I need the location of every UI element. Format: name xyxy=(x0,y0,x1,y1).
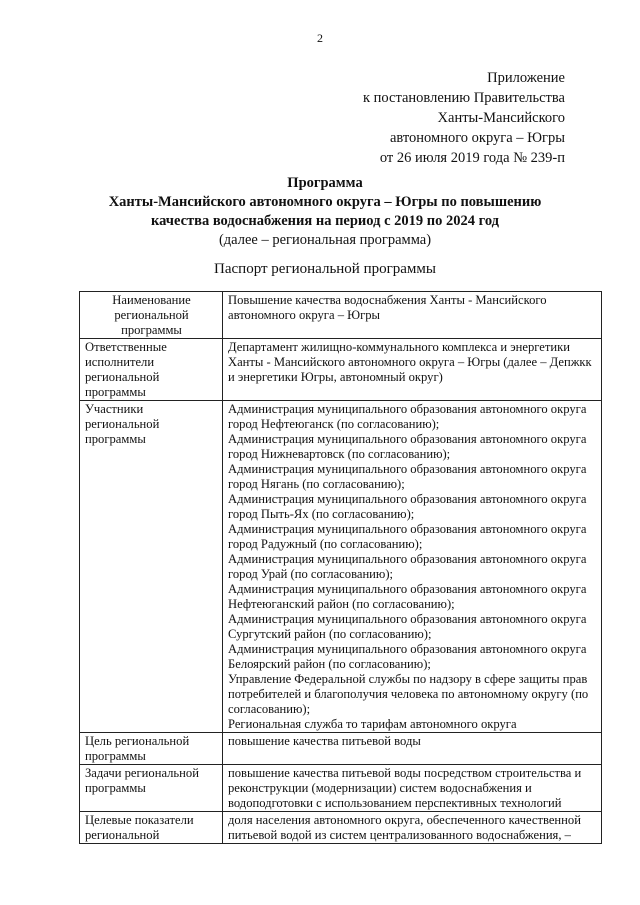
participant: Администрация муниципального образования автономного округа Белоярский район (по согласованию); xyxy=(228,642,587,671)
row-label: Ответственные исполнители региональной программы xyxy=(80,339,223,401)
row-label: Задачи региональной программы xyxy=(80,765,223,812)
participant: Администрация муниципального образования автономного округа город Нягань (по согласованию); xyxy=(228,462,587,491)
passport-table xyxy=(79,291,602,844)
participant: Администрация муниципального образования автономного округа город Радужный (по согласованию); xyxy=(228,522,587,551)
title-subline: (далее – региональная программа) xyxy=(218,232,432,248)
participant: Региональная служба то тарифам автономного округа xyxy=(228,717,517,731)
table-row xyxy=(80,292,602,339)
table-row xyxy=(80,765,602,812)
appendix-line: автономного округа – Югры xyxy=(389,130,565,146)
participant: Администрация муниципального образования автономного округа город Урай (по согласованию); xyxy=(228,552,587,581)
appendix-line: к постановлению Правительства xyxy=(363,90,565,106)
participant: Администрация муниципального образования автономного округа город Нефтеюганск (по согласованию); xyxy=(228,402,587,431)
row-label: Участники региональной программы xyxy=(80,401,223,733)
participant: Администрация муниципального образования автономного округа город Пыть-Ях (по согласованию); xyxy=(228,492,587,521)
title-line: качества водоснабжения на период с 2019 по 2024 год xyxy=(150,213,500,229)
participant: Управление Федеральной службы по надзору в сфере защиты прав потребителей и благополучия человека по автономному округу (по согласованию); xyxy=(228,672,589,716)
row-label: Наименование региональной программы xyxy=(80,292,223,339)
row-value: повышение качества питьевой воды посредством строительства и реконструкции (модернизации) систем водоснабжения и водоподготовки с использованием перспективных технологий xyxy=(223,765,602,812)
row-value: Повышение качества водоснабжения Ханты - Мансийского автономного округа – Югры xyxy=(223,292,602,339)
participant: Администрация муниципального образования автономного округа Нефтеюганский район (по согласованию); xyxy=(228,582,587,611)
title-line: Ханты-Мансийского автономного округа – Югры по повышению xyxy=(108,194,542,210)
row-label: Цель региональной программы xyxy=(80,733,223,765)
program-title xyxy=(60,174,590,250)
page-number: 2 xyxy=(317,31,323,45)
participant: Администрация муниципального образования автономного округа Сургутский район (по согласованию); xyxy=(228,612,587,641)
appendix-block xyxy=(363,68,565,168)
table-row xyxy=(80,401,602,733)
row-value: Департамент жилищно-коммунального комплекса и энергетики Ханты - Мансийского автономного округа – Югры (далее – Депжкк и энергетики Югры, автономный округ) xyxy=(223,339,602,401)
row-value: повышение качества питьевой воды xyxy=(223,733,602,765)
appendix-line: Приложение xyxy=(487,70,565,86)
table-row xyxy=(80,339,602,401)
title-line: Программа xyxy=(287,175,363,191)
row-label: Целевые показатели региональной xyxy=(80,812,223,844)
appendix-line: Ханты-Мансийского xyxy=(437,110,565,126)
passport-heading: Паспорт региональной программы xyxy=(214,261,436,277)
appendix-line: от 26 июля 2019 года № 239-п xyxy=(379,150,565,166)
table-row xyxy=(80,812,602,844)
table-row xyxy=(80,733,602,765)
participants-list xyxy=(223,401,602,733)
row-value: доля населения автономного округа, обеспеченного качественной питьевой водой из систем централизованного водоснабжения, – xyxy=(223,812,602,844)
participant: Администрация муниципального образования автономного округа город Нижневартовск (по согласованию); xyxy=(228,432,587,461)
